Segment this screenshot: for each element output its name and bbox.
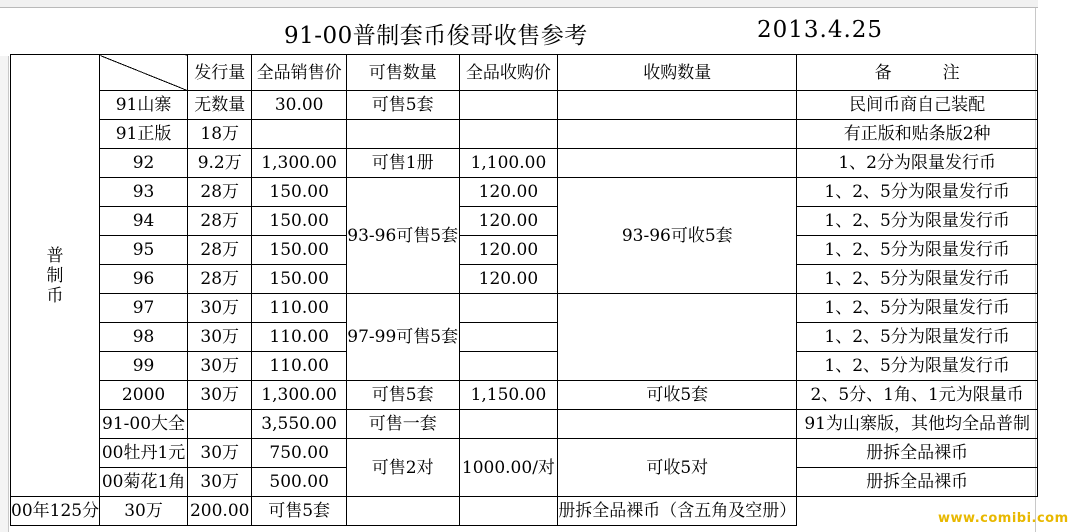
cell-buy-price: 120.00: [459, 236, 558, 265]
cell-note: 1、2、5分为限量发行币: [797, 207, 1038, 236]
cell-note: 民间币商自己装配: [797, 91, 1038, 120]
header-buy-price: 全品收购价: [459, 55, 558, 91]
cell-sell-price: 150.00: [252, 207, 346, 236]
cell-sell-qty: 可售5套: [346, 381, 459, 410]
merged-buy-price-pair: 1000.00/对: [459, 439, 558, 497]
cell-note: 1、2、5分为限量发行币: [797, 236, 1038, 265]
cell-sell-price: 3,550.00: [252, 410, 346, 439]
cell-sell-price: 110.00: [252, 323, 346, 352]
cell-buy-price: [459, 120, 558, 149]
top-ruler: [0, 0, 1038, 8]
site-watermark: www.comibi.com: [938, 511, 1069, 526]
cell-buy-price: 120.00: [459, 178, 558, 207]
cell-buy-price: 120.00: [459, 207, 558, 236]
merged-sell-qty-97-99: 97-99可售5套: [346, 294, 459, 381]
category-char: 币: [46, 285, 64, 306]
header-note: 备 注: [797, 55, 1038, 91]
cell-buy-price: [459, 91, 558, 120]
table-row: [11, 497, 1038, 526]
table-row: [11, 207, 1038, 236]
cell-issue: 30万: [188, 439, 252, 468]
cell-issue: [188, 410, 252, 439]
cell-issue: 30万: [188, 381, 252, 410]
cell-year: 91山寨: [100, 91, 188, 120]
cell-issue: 18万: [188, 120, 252, 149]
merged-buy-qty-93-96: 93-96可收5套: [558, 178, 797, 294]
cell-sell-price: 110.00: [252, 352, 346, 381]
cell-issue: 无数量: [188, 91, 252, 120]
cell-buy-qty: 可收5套: [558, 381, 797, 410]
table-row: [11, 352, 1038, 381]
cell-sell-qty: [346, 120, 459, 149]
cell-year: 91正版: [100, 120, 188, 149]
cell-buy-price: [459, 323, 558, 352]
cell-sell-price: 150.00: [252, 178, 346, 207]
page-date: 2013.4.25: [757, 17, 884, 43]
table-row: [11, 265, 1038, 294]
table-row: [11, 149, 1038, 178]
cell-sell-price: 1,300.00: [252, 149, 346, 178]
cell-year: 95: [100, 236, 188, 265]
cell-note: 1、2、5分为限量发行币: [797, 352, 1038, 381]
cell-year: 97: [100, 294, 188, 323]
cell-year: 94: [100, 207, 188, 236]
cell-issue: 28万: [188, 207, 252, 236]
cell-year: 00牡丹1元: [100, 439, 188, 468]
table-row: [11, 410, 1038, 439]
row-header-strip: [0, 56, 9, 532]
cell-buy-qty: [459, 497, 558, 526]
cell-sell-price: [252, 120, 346, 149]
cell-sell-qty: 可售5套: [252, 497, 346, 526]
table-row: [11, 120, 1038, 149]
cell-buy-price: 1,100.00: [459, 149, 558, 178]
cell-year: 98: [100, 323, 188, 352]
cell-sell-qty: 可售5套: [346, 91, 459, 120]
cell-note: 2、5分、1角、1元为限量币: [797, 381, 1038, 410]
cell-issue: 30万: [188, 352, 252, 381]
cell-year: 00年125分: [11, 497, 100, 526]
cell-issue: 30万: [100, 497, 188, 526]
cell-buy-qty: [558, 410, 797, 439]
category-char: 制: [46, 265, 64, 286]
table-row: [11, 91, 1038, 120]
table-row: [11, 323, 1038, 352]
cell-buy-price: [346, 497, 459, 526]
cell-issue: 30万: [188, 468, 252, 497]
cell-note: 册拆全品裸币: [797, 468, 1038, 497]
header-row: [11, 55, 1038, 91]
cell-note: 1、2分为限量发行币: [797, 149, 1038, 178]
cell-issue: 30万: [188, 323, 252, 352]
cell-year: 93: [100, 178, 188, 207]
cell-buy-qty: [558, 149, 797, 178]
cell-year: 91-00大全: [100, 410, 188, 439]
cell-year: 92: [100, 149, 188, 178]
header-sell-qty: 可售数量: [346, 55, 459, 91]
cell-buy-price: [459, 352, 558, 381]
cell-sell-price: 110.00: [252, 294, 346, 323]
cell-buy-qty: [558, 91, 797, 120]
cell-year: 99: [100, 352, 188, 381]
title-row: [0, 8, 1038, 54]
cell-buy-qty: [558, 120, 797, 149]
merged-sell-qty-pair: 可售2对: [346, 439, 459, 497]
cell-issue: 28万: [188, 178, 252, 207]
table-row: [11, 381, 1038, 410]
cell-issue: 28万: [188, 265, 252, 294]
cell-note: 1、2、5分为限量发行币: [797, 178, 1038, 207]
cell-buy-price: [459, 410, 558, 439]
cell-buy-price: 1,150.00: [459, 381, 558, 410]
cell-note: 有正版和贴条版2种: [797, 120, 1038, 149]
price-table: [10, 54, 1038, 526]
cell-sell-qty: 可售1册: [346, 149, 459, 178]
header-sell-price: 全品销售价: [252, 55, 346, 91]
cell-note: 1、2、5分为限量发行币: [797, 323, 1038, 352]
merged-sell-qty-93-96: 93-96可售5套: [346, 178, 459, 294]
cell-sell-price: 750.00: [252, 439, 346, 468]
cell-issue: 28万: [188, 236, 252, 265]
cell-sell-price: 150.00: [252, 265, 346, 294]
cell-sell-qty: 可售一套: [346, 410, 459, 439]
cell-note: 1、2、5分为限量发行币: [797, 265, 1038, 294]
header-issue: 发行量: [188, 55, 252, 91]
table-row: [11, 236, 1038, 265]
cell-sell-price: 150.00: [252, 236, 346, 265]
merged-buy-qty-pair: 可收5对: [558, 439, 797, 497]
cell-sell-price: 200.00: [188, 497, 252, 526]
table-row: [11, 439, 1038, 468]
cell-year: 00菊花1角: [100, 468, 188, 497]
cell-year: 96: [100, 265, 188, 294]
empty-buy-qty-97-99: [558, 294, 797, 381]
category-char: 普: [46, 245, 64, 266]
table-row: [11, 178, 1038, 207]
cell-note: 册拆全品裸币: [797, 439, 1038, 468]
cell-note: 册拆全品裸币（含五角及空册）: [558, 497, 797, 526]
cell-sell-price: 500.00: [252, 468, 346, 497]
page-title: 91-00普制套币俊哥收售参考: [284, 23, 588, 49]
cell-buy-price: 120.00: [459, 265, 558, 294]
cell-sell-price: 30.00: [252, 91, 346, 120]
diagonal-header-cell: [100, 55, 188, 91]
table-row: [11, 294, 1038, 323]
cell-note: 1、2、5分为限量发行币: [797, 294, 1038, 323]
cell-issue: 9.2万: [188, 149, 252, 178]
cell-issue: 30万: [188, 294, 252, 323]
cell-buy-price: [459, 294, 558, 323]
cell-year: 2000: [100, 381, 188, 410]
header-buy-qty: 收购数量: [558, 55, 797, 91]
category-label: [11, 55, 100, 497]
cell-sell-price: 1,300.00: [252, 381, 346, 410]
cell-note: 91为山寨版，其他均全品普制: [797, 410, 1038, 439]
